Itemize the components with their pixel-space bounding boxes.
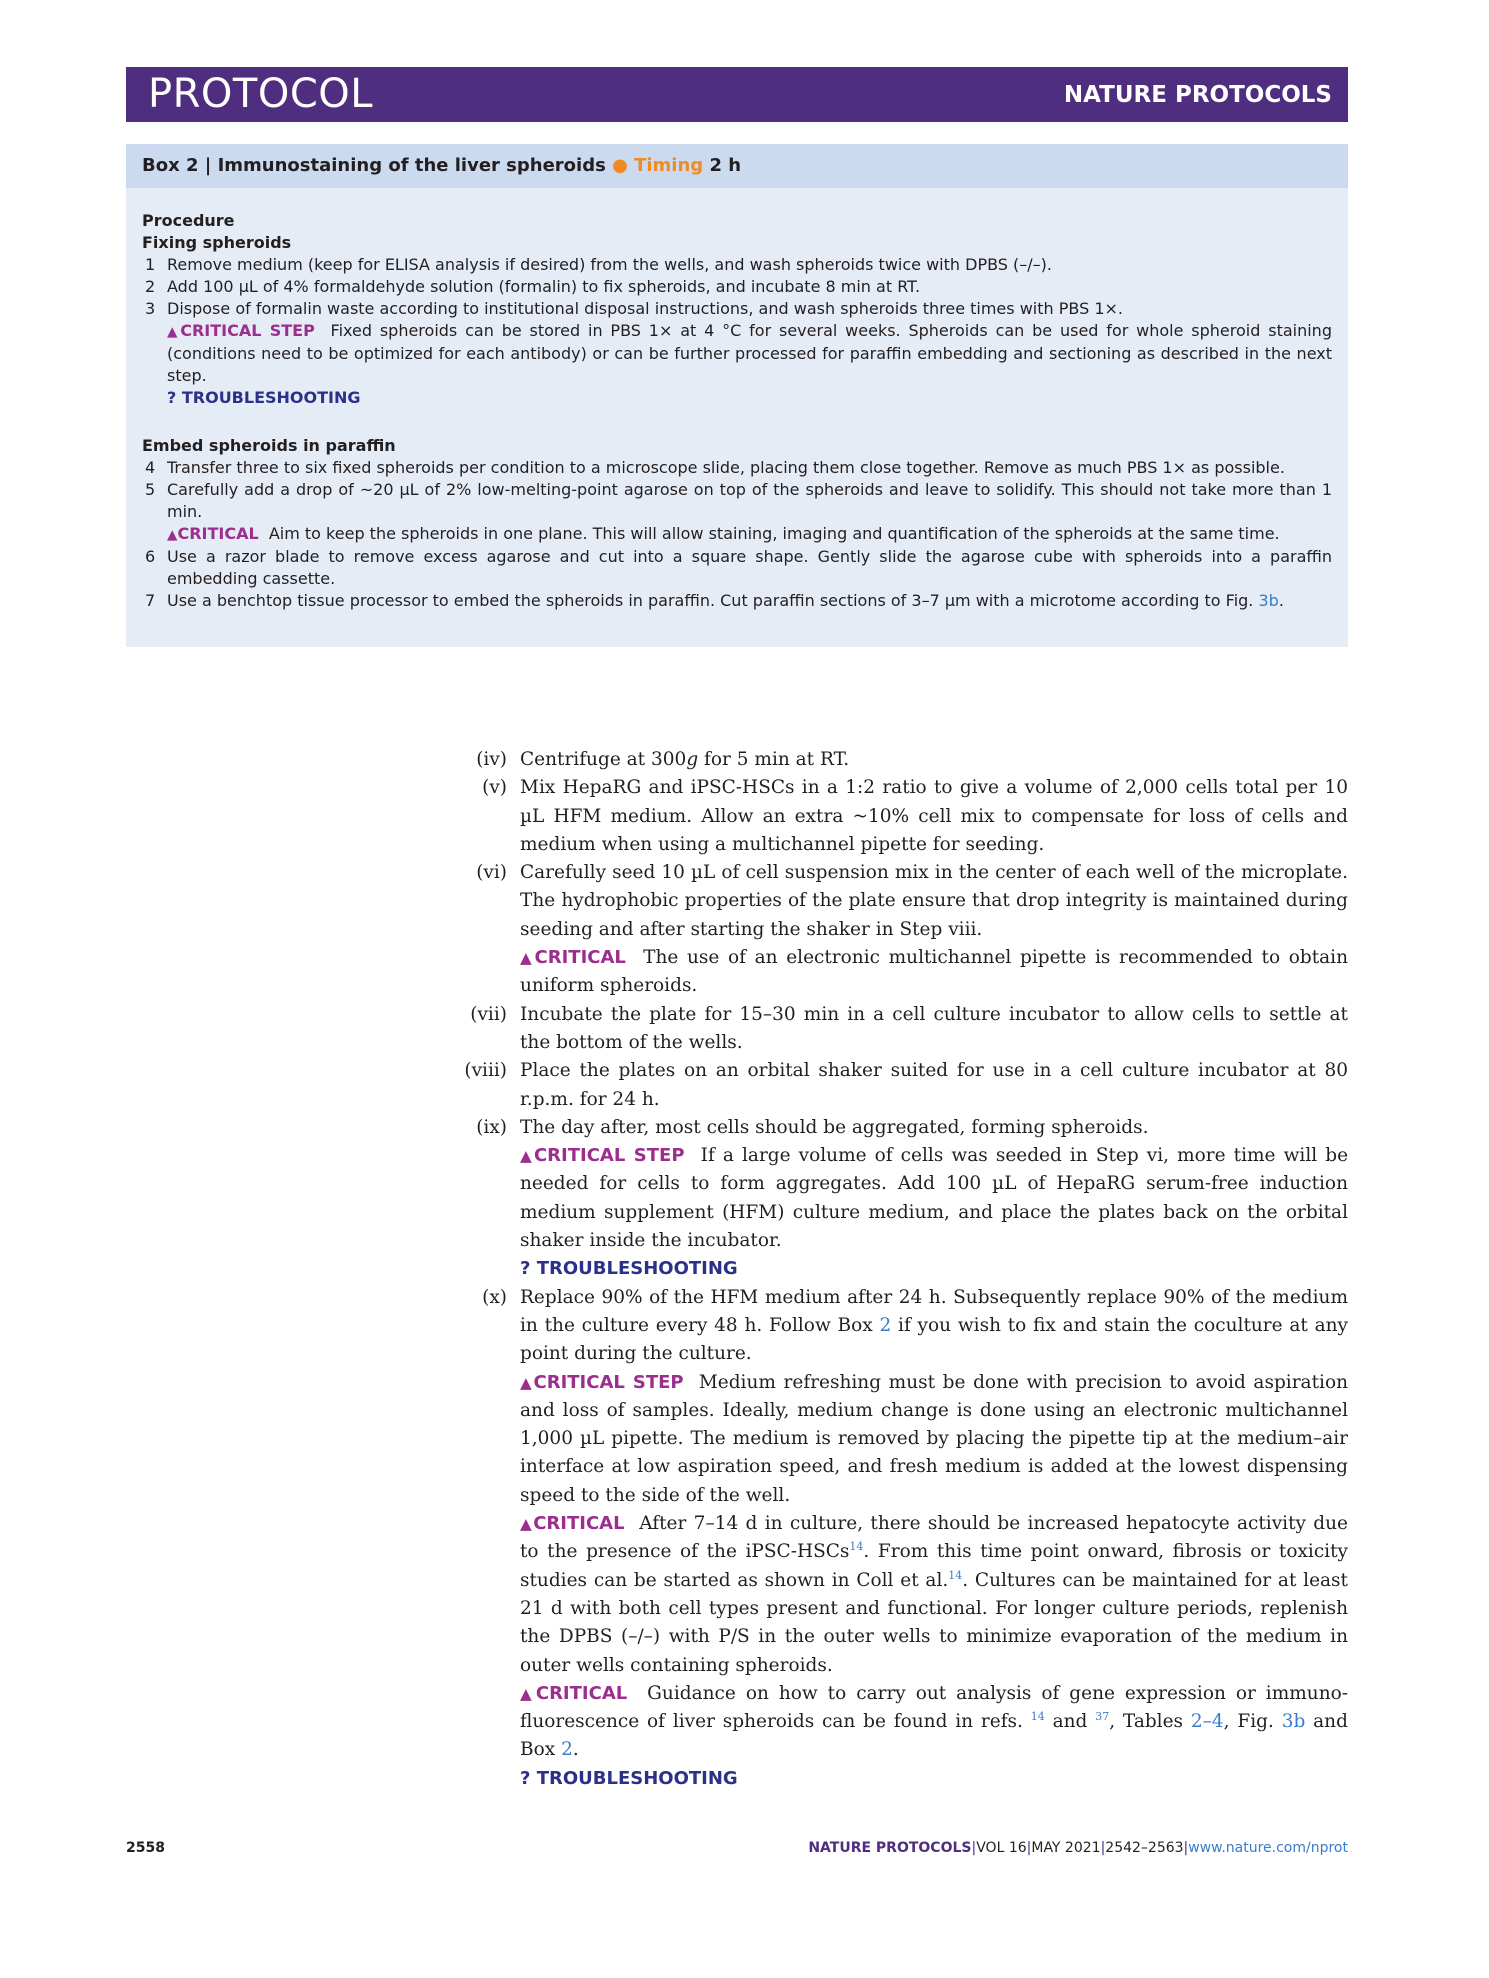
timing-value: 2 h bbox=[709, 155, 742, 176]
step-number: 6 bbox=[145, 547, 156, 566]
step-vi bbox=[462, 859, 1348, 944]
step-text: Transfer three to six fixed spheroids per condition to a microscope slide, placing them close together. Remove as much PBS 1× as possible. bbox=[167, 458, 1285, 477]
step-number: 5 bbox=[145, 480, 156, 499]
step-number: 2 bbox=[145, 277, 156, 296]
step-text: Carefully add a drop of ~20 µL of 2% low-melting-point agarose on top of the spheroids and leave to solidify. This should not take more than 1 min. bbox=[167, 480, 1332, 521]
critical-label-text: CRITICAL bbox=[533, 1513, 625, 1535]
footer-separator: | bbox=[1100, 1840, 1106, 1856]
box-step bbox=[142, 254, 1332, 276]
warning-triangle-icon: ▲ bbox=[520, 1684, 536, 1703]
step-number: (viii) bbox=[464, 1060, 507, 1082]
critical-label bbox=[167, 524, 259, 543]
critical-text: . Cultures can be maintained for at least 21 d with both cell types present and functional. For longer culture periods, replenish the DPBS (–/–) with P/S in the outer wells to minimize evaporation of the medium in outer wells containing spheroids. bbox=[520, 1569, 1348, 1676]
critical-text: After 7–14 d in culture, there should be increased hepatocyte activity due to the presence of the iPSC-HSCs bbox=[520, 1513, 1348, 1563]
timing-label: Timing bbox=[634, 155, 704, 176]
critical-note bbox=[142, 523, 1332, 546]
critical-step-label-text: CRITICAL STEP bbox=[533, 1371, 684, 1393]
footer-separator: | bbox=[1183, 1840, 1189, 1856]
box-link[interactable]: 2 bbox=[879, 1314, 892, 1336]
section-heading-fixing: Fixing spheroids bbox=[142, 233, 292, 252]
journal-url-link[interactable]: www.nature.com/nprot bbox=[1188, 1840, 1348, 1856]
critical-label bbox=[520, 947, 626, 968]
critical-step-note bbox=[462, 1142, 1348, 1255]
critical-text: Aim to keep the spheroids in one plane. This will allow staining, imaging and quantification of the spheroids at the same time. bbox=[268, 524, 1280, 543]
step-text: Dispose of formalin waste according to institutional disposal instructions, and wash spheroids three times with PBS 1×. bbox=[167, 299, 1123, 318]
critical-text: and bbox=[1052, 1711, 1088, 1733]
step-text-tail: . bbox=[1278, 591, 1284, 610]
critical-step-text: Medium refreshing must be done with precision to avoid aspiration and loss of samples. Ideally, medium change is done using an electronic multichannel 1,000 µL pipette. The medium is removed by placing the pipette tip at the medium–air interface at low aspiration speed, and fresh medium is added at the lowest dispensing speed to the side of the well. bbox=[520, 1371, 1348, 1506]
step-text: Place the plates on an orbital shaker suited for use in a cell culture incubator at 80 r.p.m. for 24 h. bbox=[520, 1060, 1348, 1110]
step-text: Mix HepaRG and iPSC-HSCs in a 1:2 ratio to give a volume of 2,000 cells total per 10 µL HFM medium. Allow an extra ~10% cell mix to compensate for loss of cells and medium when using a multichannel pipette for seeding. bbox=[520, 777, 1348, 855]
step-text: The day after, most cells should be aggregated, forming spheroids. bbox=[520, 1116, 1149, 1138]
box-step bbox=[142, 479, 1332, 523]
page-footer bbox=[126, 1840, 1348, 1860]
critical-label bbox=[520, 1683, 627, 1704]
step-vii bbox=[462, 1001, 1348, 1058]
step-text: Use a razor blade to remove excess agarose and cut into a square shape. Gently slide the agarose cube with spheroids into a paraffin embedding cassette. bbox=[167, 547, 1332, 588]
step-number: 1 bbox=[145, 255, 156, 274]
procedure-heading: Procedure bbox=[142, 211, 235, 230]
step-text: Incubate the plate for 15–30 min in a cell culture incubator to allow cells to settle at the bottom of the wells. bbox=[520, 1003, 1348, 1053]
step-text: Replace 90% of the HFM medium after 24 h. Subsequently replace 90% of the medium in the culture every 48 h. Follow Box bbox=[520, 1286, 1348, 1336]
step-number: 3 bbox=[145, 299, 156, 318]
critical-step-label-text: CRITICAL STEP bbox=[180, 321, 315, 340]
critical-text: . From this time point onward, fibrosis or toxicity studies can be started as shown in Coll et al. bbox=[520, 1541, 1348, 1591]
critical-text: , Tables bbox=[1109, 1711, 1184, 1733]
footer-pages: 2542–2563 bbox=[1105, 1840, 1184, 1856]
box-step bbox=[142, 457, 1332, 479]
step-text: Add 100 µL of 4% formaldehyde solution (formalin) to fix spheroids, and incubate 8 min at RT. bbox=[167, 277, 921, 296]
step-number: (vi) bbox=[476, 862, 507, 884]
step-text: Remove medium (keep for ELISA analysis if desired) from the wells, and wash spheroids twice with DPBS (–/–). bbox=[167, 255, 1052, 274]
figure-link[interactable]: 3b bbox=[1281, 1711, 1306, 1733]
step-v bbox=[462, 774, 1348, 859]
footer-separator: | bbox=[1026, 1840, 1032, 1856]
warning-triangle-icon: ▲ bbox=[520, 1147, 534, 1166]
warning-triangle-icon: ▲ bbox=[167, 324, 181, 340]
step-text: Use a benchtop tissue processor to embed the spheroids in paraffin. Cut paraffin sections of 3–7 µm with a microtome according to Fig. bbox=[167, 591, 1254, 610]
critical-step-label bbox=[520, 1145, 685, 1166]
citation-link[interactable]: 37 bbox=[1095, 1709, 1110, 1723]
critical-text: , Fig. bbox=[1223, 1711, 1274, 1733]
citation-link[interactable]: 14 bbox=[948, 1568, 963, 1582]
troubleshooting-label: ? TROUBLESHOOTING bbox=[167, 388, 361, 407]
critical-step-note bbox=[462, 1369, 1348, 1510]
footer-journal: NATURE PROTOCOLS bbox=[808, 1840, 972, 1856]
citation-link[interactable]: 14 bbox=[1030, 1709, 1045, 1723]
step-x bbox=[462, 1284, 1348, 1369]
citation-link[interactable]: 14 bbox=[849, 1540, 864, 1554]
procedure-steps bbox=[462, 746, 1348, 1793]
page-number: 2558 bbox=[126, 1840, 165, 1856]
critical-note bbox=[462, 1510, 1348, 1680]
critical-label-text: CRITICAL bbox=[535, 1682, 628, 1704]
article-type-label: PROTOCOL bbox=[148, 71, 374, 117]
critical-step-note bbox=[142, 320, 1332, 387]
critical-text: Guidance on how to carry out analysis of gene expression or immuno-fluorescence of liver spheroids can be found in refs. bbox=[520, 1682, 1349, 1733]
step-text-tail: if you wish to fix and stain the coculture at any point during the culture. bbox=[520, 1314, 1348, 1365]
step-viii bbox=[462, 1057, 1348, 1114]
step-text: Centrifuge at 300 bbox=[520, 749, 687, 770]
footer-date: MAY 2021 bbox=[1031, 1840, 1101, 1856]
box-step bbox=[142, 276, 1332, 298]
box-2 bbox=[126, 144, 1348, 647]
critical-text: . bbox=[572, 1739, 579, 1761]
step-ix bbox=[462, 1114, 1348, 1142]
footer-citation bbox=[808, 1840, 1348, 1856]
step-number: (v) bbox=[482, 777, 507, 799]
box-step bbox=[142, 298, 1332, 320]
critical-label-text: CRITICAL bbox=[177, 524, 259, 543]
box-step bbox=[142, 546, 1332, 590]
warning-triangle-icon: ▲ bbox=[520, 949, 535, 968]
step-iv bbox=[462, 746, 1348, 774]
critical-text: The use of an electronic multichannel pipette is recommended to obtain uniform spheroids. bbox=[520, 947, 1349, 997]
warning-triangle-icon: ▲ bbox=[167, 527, 178, 543]
step-number: (vii) bbox=[470, 1003, 507, 1025]
box-title bbox=[126, 144, 1348, 188]
critical-step-label bbox=[520, 1372, 684, 1393]
footer-volume: VOL 16 bbox=[976, 1840, 1027, 1856]
critical-step-text: Fixed spheroids can be stored in PBS 1× at 4 °C for several weeks. Spheroids can be used for whole spheroid staining (conditions need to be optimized for each antibody) or can be further processed for paraffin embedding and sectioning as described in the next step. bbox=[167, 321, 1332, 385]
critical-label bbox=[520, 1513, 625, 1534]
critical-note bbox=[462, 944, 1348, 1001]
step-number: (ix) bbox=[476, 1116, 507, 1138]
timing-dot-icon: ● bbox=[612, 155, 628, 176]
box-body bbox=[126, 188, 1348, 612]
critical-step-label bbox=[167, 321, 315, 340]
critical-step-label-text: CRITICAL STEP bbox=[533, 1145, 685, 1167]
step-number: 7 bbox=[145, 591, 156, 610]
journal-name: NATURE PROTOCOLS bbox=[1063, 82, 1332, 108]
box-link[interactable]: 2 bbox=[561, 1739, 573, 1761]
step-text-tail: for 5 min at RT. bbox=[698, 749, 850, 770]
critical-label-text: CRITICAL bbox=[534, 947, 626, 969]
box-title-text: Box 2 | Immunostaining of the liver spheroids bbox=[142, 155, 606, 176]
g-force-unit: g bbox=[686, 749, 699, 770]
troubleshooting-label: ? TROUBLESHOOTING bbox=[520, 1767, 738, 1789]
critical-step-text: If a large volume of cells was seeded in Step vi, more time will be needed for cells to form aggregates. Add 100 µL of HepaRG serum-free induction medium supplement (HFM) culture medium, and place the plates back on the orbital shaker inside the incubator. bbox=[520, 1145, 1349, 1252]
troubleshooting-label: ? TROUBLESHOOTING bbox=[520, 1258, 738, 1280]
journal-header-bar bbox=[126, 67, 1348, 122]
warning-triangle-icon: ▲ bbox=[520, 1515, 534, 1534]
figure-link[interactable]: 3b bbox=[1258, 591, 1279, 610]
critical-note bbox=[462, 1680, 1348, 1765]
critical-text: and Box bbox=[520, 1711, 1348, 1761]
warning-triangle-icon: ▲ bbox=[520, 1373, 534, 1392]
footer-separator: | bbox=[971, 1840, 977, 1856]
step-text: Carefully seed 10 µL of cell suspension mix in the center of each well of the microplate. The hydrophobic properties of the plate ensure that drop integrity is maintained during seeding and after starting the shaker in Step viii. bbox=[520, 862, 1348, 940]
step-number: (iv) bbox=[476, 749, 507, 770]
step-number: (x) bbox=[482, 1286, 507, 1308]
section-heading-embed: Embed spheroids in paraffin bbox=[142, 436, 396, 455]
tables-link[interactable]: 2–4 bbox=[1190, 1711, 1224, 1733]
step-number: 4 bbox=[145, 458, 156, 477]
box-step bbox=[142, 590, 1332, 612]
